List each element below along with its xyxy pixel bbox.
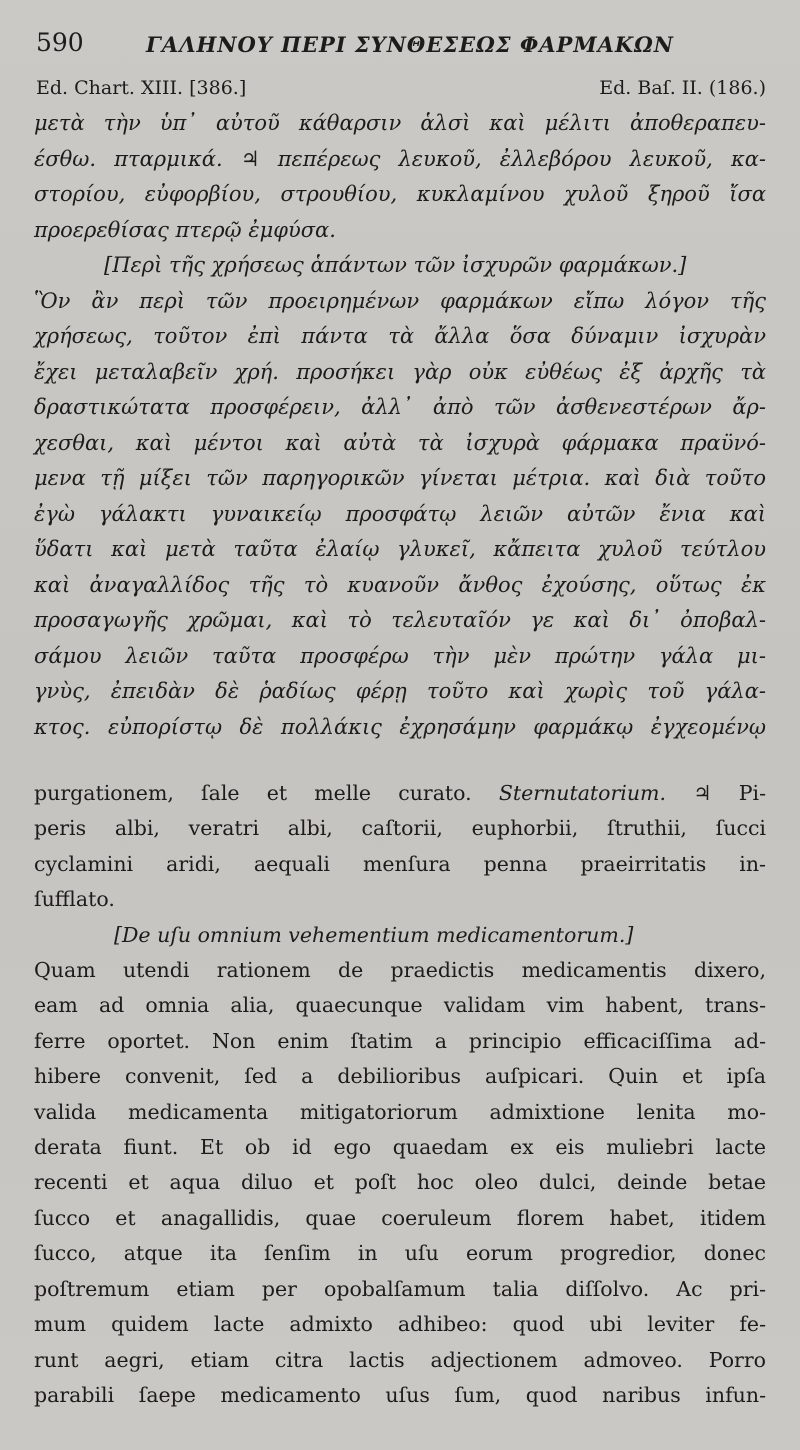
latin-line: valida medicamenta mitigatoriorum admixtione lenita mo- [34, 1099, 766, 1124]
greek-line: κτος. εὐπορίστῳ δὲ πολλάκις ἐχρησάμην φαρμάκῳ ἐγχεομένῳ [34, 714, 766, 739]
greek-line: μενα τῇ μίξει τῶν παρηγορικῶν γίνεται μέτρια. καὶ διὰ τοῦτο [34, 466, 766, 490]
latin-line: recenti et aqua diluo et poſt hoc oleo dulci, deinde betae [34, 1170, 766, 1195]
latin-line: hibere convenit, ſed a debilioribus auſpicari. Quin et ipſa [34, 1064, 766, 1089]
latin-text [34, 776, 766, 1413]
page-number: 590 [36, 28, 84, 57]
greek-line: γνὺς, ἐπειδὰν δὲ ῥαδίως φέρῃ τοῦτο καὶ χωρὶς τοῦ γάλα- [34, 679, 766, 703]
running-title: ΓΑΛΗΝΟΥ ΠΕΡΙ ΣΥΝΘΕΣΕΩΣ ΦΑΡΜΑΚΩΝ [146, 32, 674, 57]
greek-line: μετὰ τὴν ὑπ᾽ αὐτοῦ κάθαρσιν ἁλσὶ καὶ μέλιτι ἀποθεραπευ- [34, 111, 766, 135]
greek-line: έσθω. πταρμικά. ♃ πεπέρεως λευκοῦ, ἐλλεβόρου λευκοῦ, κα- [34, 146, 766, 171]
greek-line: ἔχει μεταλαβεῖν χρή. προσήκει γὰρ οὐκ εὐθέως ἐξ ἀρχῆς τὰ [34, 359, 766, 384]
sternutatorium-label: Sternutatorium. [498, 781, 667, 805]
greek-line: ἐγὼ γάλακτι γυναικείῳ προσφάτῳ λειῶν αὐτῶν ἔνια καὶ [34, 501, 766, 526]
latin-line [34, 776, 766, 811]
latin-line: eam ad omnia alia, quaecunque validam vim habent, trans- [34, 993, 766, 1018]
greek-section-heading: [Περὶ τῆς χρήσεως ἁπάντων τῶν ἰσχυρῶν φαρμάκων.] [104, 253, 687, 277]
greek-line: Ὃν ἂν περὶ τῶν προειρημένων φαρμάκων εἴπω λόγον τῆς [34, 288, 766, 313]
latin-line: ſucco et anagallidis, quae coeruleum florem habet, itidem [34, 1205, 766, 1230]
greek-line: στορίου, εὐφορβίου, στρουθίου, κυκλαμίνου χυλοῦ ξηροῦ ἴσα [34, 182, 766, 206]
greek-line: χεσθαι, καὶ μέντοι καὶ αὐτὰ τὰ ἰσχυρὰ φάρμακα πραϋνό- [34, 430, 766, 455]
latin-line: mum quidem lacte admixto adhibeo: quod ubi leviter fe- [34, 1312, 766, 1337]
greek-line: καὶ ἀναγαλλίδος τῆς τὸ κυανοῦν ἄνθος ἐχούσης, οὕτως ἐκ [34, 572, 766, 597]
latin-line-start: purgationem, ſale et melle curato. [34, 781, 499, 805]
latin-line: ſucco, atque ita ſenſim in uſu eorum progredior, donec [34, 1241, 766, 1266]
latin-line: poſtremum etiam per opobalſamum talia diſſolvo. Ac pri- [34, 1276, 766, 1301]
greek-text [34, 106, 766, 745]
edition-chartier: Ed. Chart. XIII. [386.] [36, 77, 247, 99]
latin-line: ferre oportet. Non enim ſtatim a principio efficaciſſima ad- [34, 1028, 766, 1053]
latin-line: peris albi, veratri albi, caſtorii, euphorbii, ſtruthii, ſucci [34, 816, 766, 841]
latin-section-heading: [De uſu omnium vehementium medicamentorum.] [114, 922, 634, 947]
latin-line: runt aegri, etiam citra lactis adjectionem admoveo. Porro [34, 1347, 766, 1372]
latin-line: cyclamini aridi, aequali menſura penna praeirritatis in- [34, 851, 766, 876]
page-header [36, 28, 766, 64]
latin-line: parabili ſaepe medicamento uſus ſum, quod naribus infun- [34, 1382, 766, 1407]
latin-line-end: ♃ Pi- [666, 781, 767, 805]
greek-line: χρήσεως, τοῦτον ἐπὶ πάντα τὰ ἄλλα ὅσα δύναμιν ἰσχυρὰν [34, 324, 766, 348]
greek-line: δραστικώτατα προσφέρειν, ἀλλ᾽ ἀπὸ τῶν ἀσθενεστέρων ἄρ- [34, 395, 766, 419]
greek-line: σάμου λειῶν ταῦτα προσφέρω τὴν μὲν πρώτην γάλα μι- [34, 643, 766, 668]
greek-line: ὕδατι καὶ μετὰ ταῦτα ἐλαίῳ γλυκεῖ, κἄπειτα χυλοῦ τεύτλου [34, 537, 766, 561]
edition-basel: Ed. Baſ. II. (186.) [599, 77, 766, 99]
latin-line: Quam utendi rationem de praedictis medicamentis dixero, [34, 958, 766, 983]
latin-line: derata fiunt. Et ob id ego quaedam ex eis muliebri lacte [34, 1135, 766, 1160]
greek-line: προσαγωγῆς χρῶμαι, καὶ τὸ τελευταῖόν γε καὶ δι᾽ ὀποβαλ- [34, 608, 766, 632]
edition-references [36, 77, 766, 107]
greek-line: προερεθίσας πτερῷ ἐμφύσα. [34, 217, 336, 242]
latin-line: ſufflato. [34, 887, 115, 912]
